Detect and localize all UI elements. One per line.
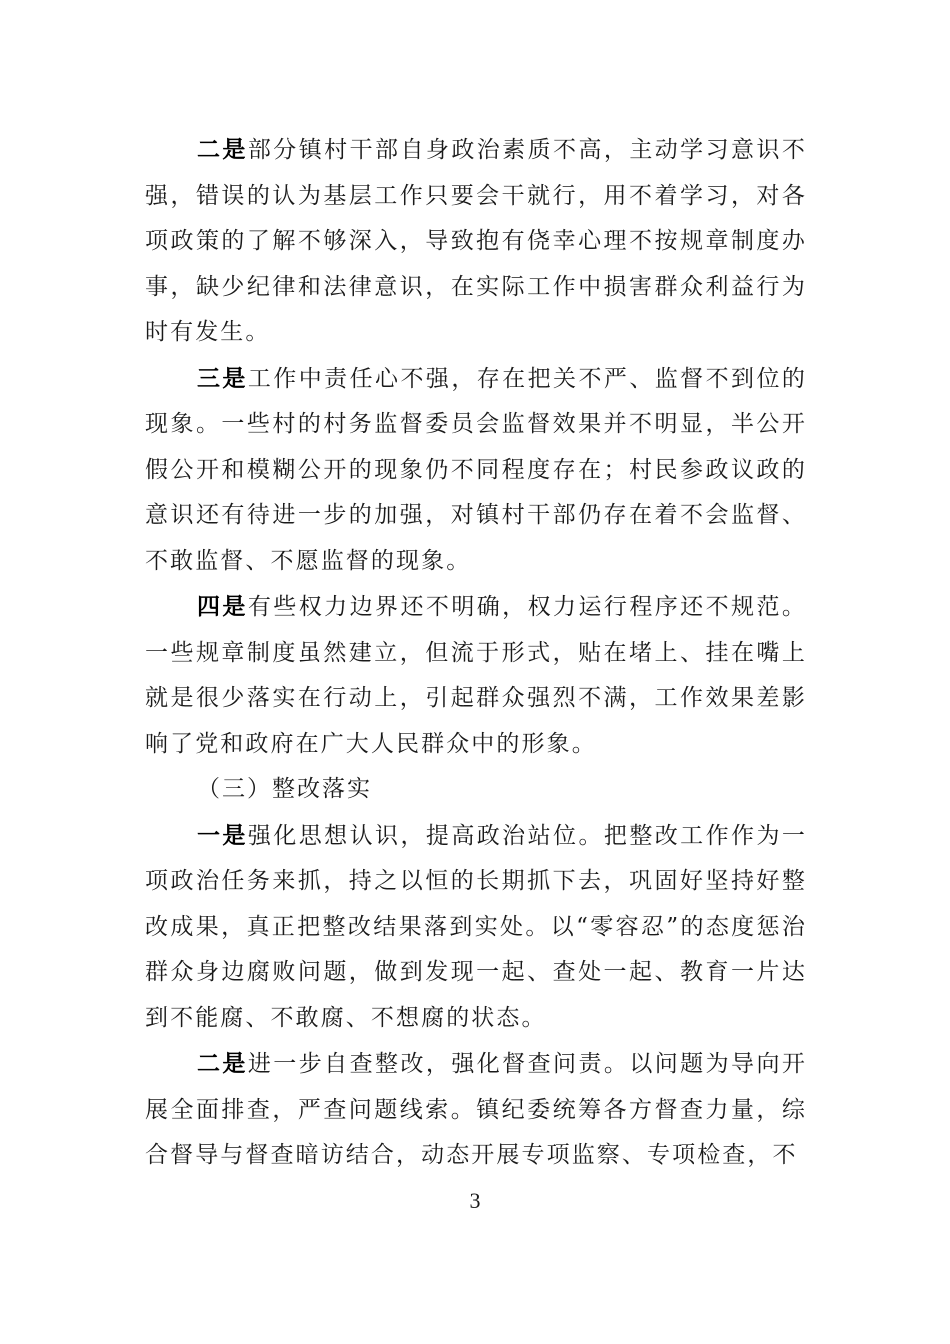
document-body	[145, 127, 807, 1179]
paragraph-lead: 二是	[197, 136, 248, 163]
page-number: 3	[469, 1188, 481, 1213]
paragraph-si-shi	[145, 584, 807, 767]
paragraph-text: 部分镇村干部自身政治素质不高，主动学习意识不强，错误的认为基层工作只要会干就行，用不着学习，对各项政策的了解不够深入，导致抱有侥幸心理不按规章制度办事，缺少纪律和法律意识，在实际工作中损害群众利益行为时有发生。	[145, 137, 808, 345]
paragraph-text: 进一步自查整改，强化督查问责。以问题为导向开展全面排查，严查问题线索。镇纪委统筹各方督查力量，综合督导与督查暗访结合，动态开展专项监察、专项检查，不	[145, 1051, 808, 1168]
paragraph-yi-shi	[145, 813, 807, 1042]
section-heading: （三）整改落实	[197, 776, 372, 802]
paragraph-lead: 四是	[197, 593, 248, 620]
paragraph-text: 强化思想认识，提高政治站位。把整改工作作为一项政治任务来抓，持之以恒的长期抓下去，巩固好坚持好整改成果，真正把整改结果落到实处。以“零容忍”的态度惩治群众身边腐败问题，做到发现一起、查处一起、教育一片达到不能腐、不敢腐、不想腐的状态。	[145, 822, 808, 1031]
paragraph-lead: 二是	[197, 1050, 248, 1077]
paragraph-text: 工作中责任心不强，存在把关不严、监督不到位的现象。一些村的村务监督委员会监督效果并不明显，半公开假公开和模糊公开的现象仍不同程度存在；村民参政议政的意识还有待进一步的加强，对镇村干部仍存在着不会监督、不敢监督、不愿监督的现象。	[145, 365, 808, 574]
paragraph-er-shi-2	[145, 1041, 807, 1179]
paragraph-lead: 一是	[197, 821, 248, 849]
paragraph-text: 有些权力边界还不明确，权力运行程序还不规范。一些规章制度虽然建立，但流于形式，贴在堵上、挂在嘴上就是很少落实在行动上，引起群众强烈不满，工作效果差影响了党和政府在广大人民群众中的形象。	[145, 594, 808, 757]
paragraph-lead: 三是	[197, 364, 248, 392]
paragraph-san-shi	[145, 356, 807, 585]
paragraph-er-shi	[145, 127, 807, 356]
